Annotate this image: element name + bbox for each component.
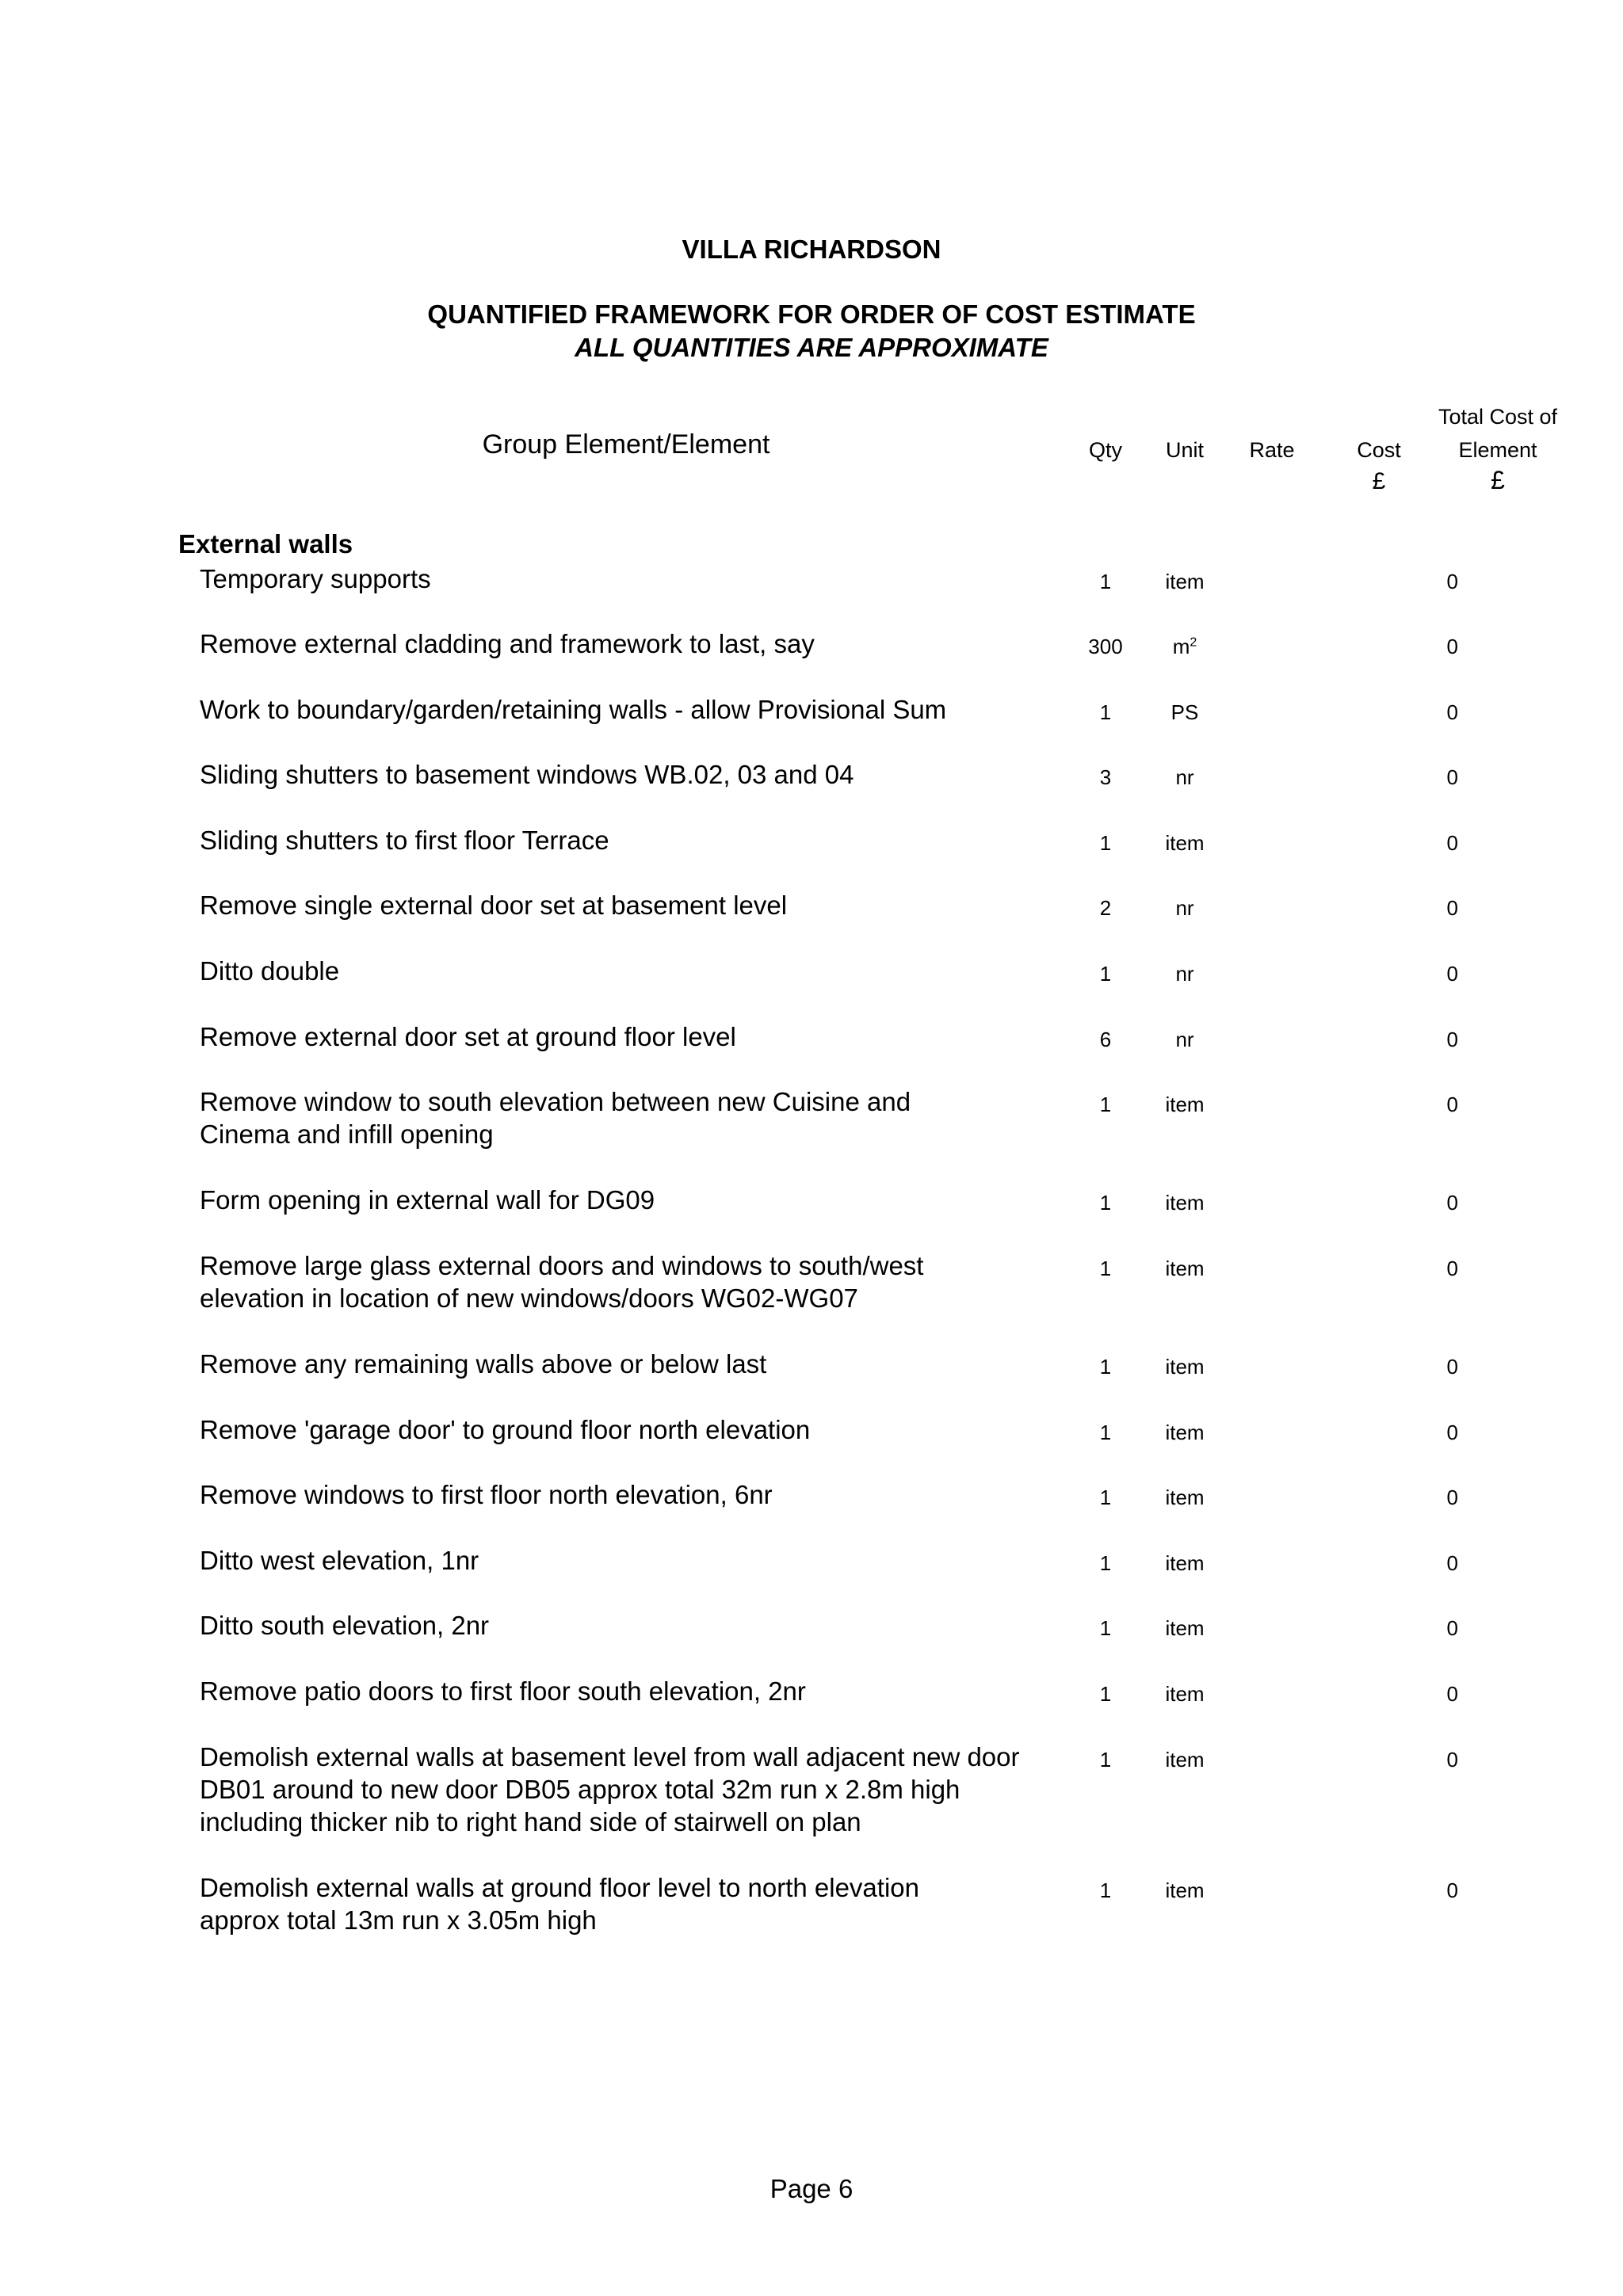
row-unit: nr	[1175, 765, 1194, 789]
row-unit: item	[1165, 1191, 1205, 1215]
row-cost: 0	[1446, 962, 1458, 986]
row-qty: 1	[1099, 962, 1112, 986]
row-qty: 1	[1099, 1616, 1112, 1640]
row-cost: 0	[1446, 1028, 1458, 1051]
row-description: Demolish external walls at ground floor level to north elevation approx total 13m run x 3.05m high	[200, 1873, 919, 1935]
row-cost: 0	[1446, 831, 1458, 855]
row-description: Ditto west elevation, 1nr	[200, 1546, 479, 1575]
column-header-cost-currency: £	[1372, 468, 1386, 494]
row-qty: 1	[1099, 700, 1112, 724]
row-unit: nr	[1175, 1028, 1194, 1051]
row-description: Ditto double	[200, 956, 340, 986]
row-unit: item	[1165, 1355, 1205, 1379]
row-qty: 1	[1099, 1878, 1112, 1902]
row-description: Work to boundary/garden/retaining walls - allow Provisional Sum	[200, 695, 947, 724]
column-header-total-line1: Total Cost of	[1438, 405, 1558, 429]
row-description: Remove patio doors to first floor south elevation, 2nr	[200, 1676, 806, 1706]
row-cost: 0	[1446, 1748, 1458, 1772]
column-header-rate: Rate	[1249, 438, 1295, 462]
row-cost: 0	[1446, 765, 1458, 789]
approximation-note: ALL QUANTITIES ARE APPROXIMATE	[575, 333, 1048, 362]
row-unit: item	[1165, 1616, 1205, 1640]
row-cost: 0	[1446, 1486, 1458, 1509]
row-qty: 1	[1099, 570, 1112, 593]
row-description: Ditto south elevation, 2nr	[200, 1611, 490, 1640]
row-unit: item	[1165, 831, 1205, 855]
column-header-total-currency: £	[1491, 466, 1505, 494]
document-title: VILLA RICHARDSON	[682, 235, 941, 264]
row-unit: item	[1165, 1682, 1205, 1706]
row-description: Remove external cladding and framework to last, say	[200, 629, 815, 658]
row-unit: item	[1165, 1551, 1205, 1575]
row-unit-superscript: 2	[1190, 635, 1197, 650]
row-cost: 0	[1446, 1878, 1458, 1902]
row-cost: 0	[1446, 1682, 1458, 1706]
row-description: Remove external door set at ground floor level	[200, 1022, 736, 1051]
row-qty: 1	[1099, 1093, 1112, 1116]
row-unit: nr	[1175, 896, 1194, 920]
row-cost: 0	[1446, 1257, 1458, 1280]
row-unit: item	[1165, 570, 1205, 593]
row-description: Remove 'garage door' to ground floor north elevation	[200, 1415, 811, 1444]
row-cost: 0	[1446, 1093, 1458, 1116]
row-unit-base: m	[1172, 635, 1190, 658]
column-header-description: Group Element/Element	[482, 429, 770, 460]
row-qty: 1	[1099, 1551, 1112, 1575]
row-unit: item	[1165, 1257, 1205, 1280]
column-header-unit: Unit	[1165, 438, 1204, 462]
row-cost: 0	[1446, 700, 1458, 724]
column-header-qty: Qty	[1088, 438, 1122, 462]
column-header-total-line2: Element	[1458, 438, 1537, 462]
section-heading: External walls	[178, 529, 353, 559]
row-qty: 1	[1099, 1486, 1112, 1509]
row-unit: item	[1165, 1093, 1205, 1116]
row-qty: 1	[1099, 831, 1112, 855]
row-description: Demolish external walls at basement level from wall adjacent new door DB01 around to new door DB05 approx total 32m run x 2.8m high including thicker nib to right hand side of stairwell on plan	[200, 1742, 1020, 1836]
row-qty: 1	[1099, 1257, 1112, 1280]
row-cost: 0	[1446, 1551, 1458, 1575]
row-description: Remove window to south elevation between new Cuisine and Cinema and infill opening	[200, 1087, 911, 1149]
page-number: Page 6	[769, 2174, 854, 2203]
row-qty: 1	[1099, 1191, 1112, 1215]
row-qty: 1	[1099, 1355, 1112, 1379]
row-qty: 1	[1099, 1421, 1112, 1444]
row-cost: 0	[1446, 1191, 1458, 1215]
row-description: Remove single external door set at basement level	[200, 891, 788, 920]
row-unit	[1141, 633, 1228, 660]
row-description: Remove large glass external doors and windows to south/west elevation in location of new windows/doors WG02-WG07	[200, 1251, 924, 1313]
row-qty: 300	[1088, 635, 1123, 658]
row-cost: 0	[1446, 570, 1458, 593]
row-unit: PS	[1170, 700, 1199, 724]
row-qty: 1	[1099, 1748, 1112, 1772]
row-description: Sliding shutters to first floor Terrace	[200, 826, 609, 855]
row-cost: 0	[1446, 1355, 1458, 1379]
row-unit: item	[1165, 1486, 1205, 1509]
row-description: Temporary supports	[200, 564, 431, 593]
row-unit: item	[1165, 1878, 1205, 1902]
row-qty: 1	[1099, 1682, 1112, 1706]
row-qty: 6	[1099, 1028, 1112, 1051]
row-qty: 2	[1099, 896, 1112, 920]
column-header-cost: Cost	[1357, 438, 1401, 462]
row-unit: nr	[1175, 962, 1194, 986]
row-qty: 3	[1099, 765, 1112, 789]
row-cost: 0	[1446, 1616, 1458, 1640]
row-unit: item	[1165, 1748, 1205, 1772]
row-unit: item	[1165, 1421, 1205, 1444]
row-cost: 0	[1446, 635, 1458, 658]
row-description: Sliding shutters to basement windows WB.02, 03 and 04	[200, 760, 854, 789]
row-description: Form opening in external wall for DG09	[200, 1185, 655, 1215]
row-description: Remove any remaining walls above or below last	[200, 1349, 767, 1379]
document-subtitle: QUANTIFIED FRAMEWORK FOR ORDER OF COST ESTIMATE	[427, 299, 1196, 329]
row-cost: 0	[1446, 896, 1458, 920]
row-description: Remove windows to first floor north elevation, 6nr	[200, 1480, 773, 1509]
row-cost: 0	[1446, 1421, 1458, 1444]
